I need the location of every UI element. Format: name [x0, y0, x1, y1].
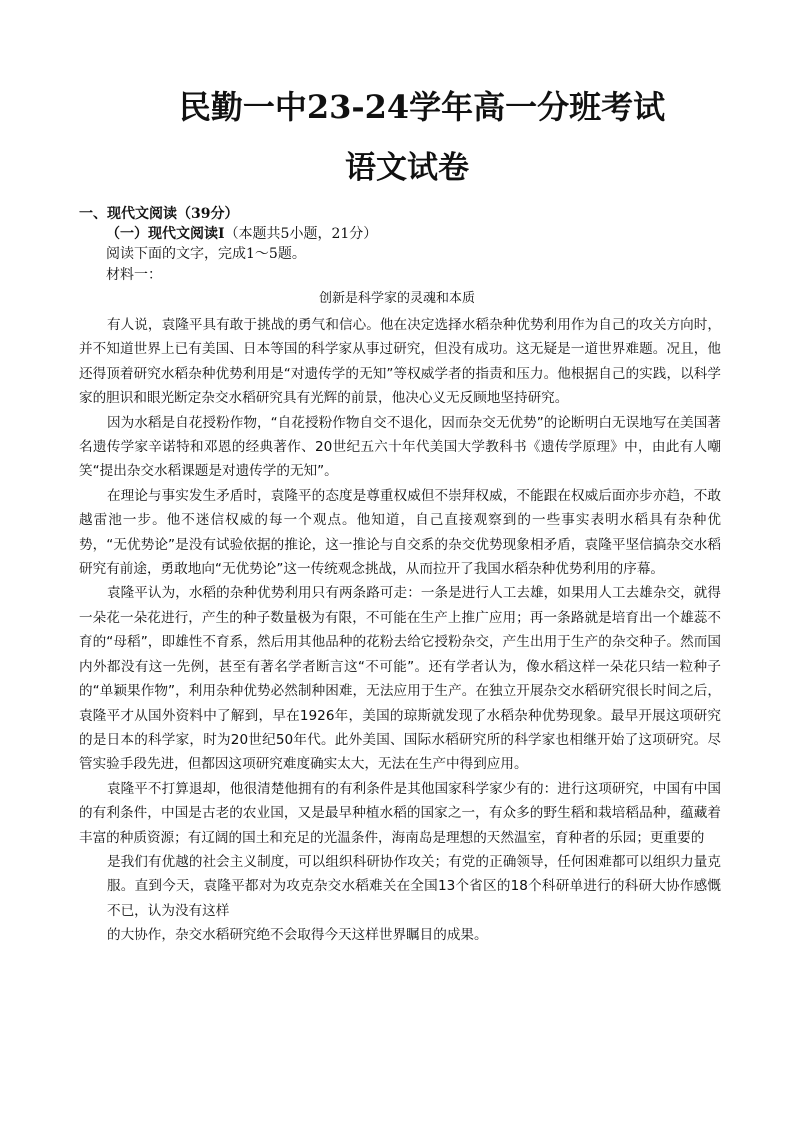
article-paragraph: 因为水稻是自花授粉作物，“自花授粉作物自交不退化，因而杂交无优势”的论断明白无误地写在美国著名遗传学家辛诺特和邓恩的经典著作、20世纪五六十年代美国大学教科书《遗传学原理》中，由此有人嘲笑“提出杂交水稻课题是对遗传学的无知”。 [79, 414, 721, 480]
exam-subtitle: 语文试卷 [345, 150, 469, 186]
subsection-note: （本题共5小题，21分） [224, 226, 378, 242]
exam-title: 民勤一中23-24学年高一分班考试 [178, 88, 666, 126]
article-body [79, 313, 721, 948]
subsection-heading [106, 225, 377, 243]
article-paragraph: 袁隆平不打算退却，他很清楚他拥有的有利条件是其他国家科学家少有的：进行这项研究，中国有中国的有利条件，中国是古老的农业国，又是最早种植水稻的国家之一，有众多的野生稻和栽培稻品种，蕴藏着丰富的种质资源；有辽阔的国土和充足的光温条件，海南岛是理想的天然温室，育种者的乐园；更重要的 [79, 780, 721, 846]
article-paragraph: 是我们有优越的社会主义制度，可以组织科研协作攻关；有党的正确领导，任何困难都可以组织力量克服。直到今天，袁隆平都对为攻克杂交水稻难关在全国13个省区的18个科研单进行的科研大协作感慨不已，认为没有这样 [107, 853, 721, 919]
article-paragraph: 有人说，袁隆平具有敢于挑战的勇气和信心。他在决定选择水稻杂种优势利用作为自己的攻关方向时，并不知道世界上已有美国、日本等国的科学家从事过研究，但没有成功。这无疑是一道世界难题。况且，他还得顶着研究水稻杂种优势利用是“对遗传学的无知”等权威学者的指责和压力。他根据自己的实践，以科学家的胆识和眼光断定杂交水稻研究具有光辉的前景，他决心义无反顾地坚持研究。 [79, 317, 721, 407]
subsection-title: （一）现代文阅读Ⅰ [106, 226, 225, 242]
article-title: 创新是科学家的灵魂和本质 [318, 291, 475, 306]
article-paragraph: 袁隆平认为，水稻的杂种优势利用只有两条路可走：一条是进行人工去雄，如果用人工去雄杂交，就得一朵花一朵花进行，产生的种子数量极为有限，不可能在生产上推广应用；再一条路就是培育出一个雄蕊不育的“母稻”，即雄性不育系，然后用其他品种的花粉去给它授粉杂交，产生出用于生产的杂交种子。然而国内外都没有这一先例，甚至有著名学者断言这“不可能”。还有学者认为，像水稻这样一朵花只结一粒种子的“单颖果作物”，利用杂种优势必然制种困难，无法应用于生产。在独立开展杂交水稻研究很长时间之后，袁隆平才从国外资料中了解到，早在1926年，美国的琼斯就发现了水稻杂种优势现象。最早开展这项研究的是日本的科学家，时为20世纪50年代。此外美国、国际水稻研究所的科学家也相继开始了这项研究。尽管实验手段先进，但都因这项研究难度确实太大，无法在生产中得到应用。 [79, 585, 721, 773]
instruction-text: 阅读下面的文字，完成1～5题。 [106, 246, 306, 262]
article-paragraph: 在理论与事实发生矛盾时，袁隆平的态度是尊重权威但不崇拜权威，不能跟在权威后面亦步亦趋，不敢越雷池一步。他不迷信权威的每一个观点。他知道，自己直接观察到的一些事实表明水稻具有杂种优势，“无优势论”是没有试验依据的推论，这一推论与自交系的杂交优势现象相矛盾，袁隆平坚信搞杂交水稻研究有前途，勇敢地向“无优势论”这一传统观念挑战，从而拉开了我国水稻杂种优势利用的序幕。 [79, 487, 721, 578]
article-paragraph: 的大协作，杂交水稻研究绝不会取得今天这样世界瞩目的成果。 [107, 927, 488, 944]
section-heading: 一、现代文阅读（39分） [79, 206, 239, 222]
material-label: 材料一： [106, 267, 162, 283]
